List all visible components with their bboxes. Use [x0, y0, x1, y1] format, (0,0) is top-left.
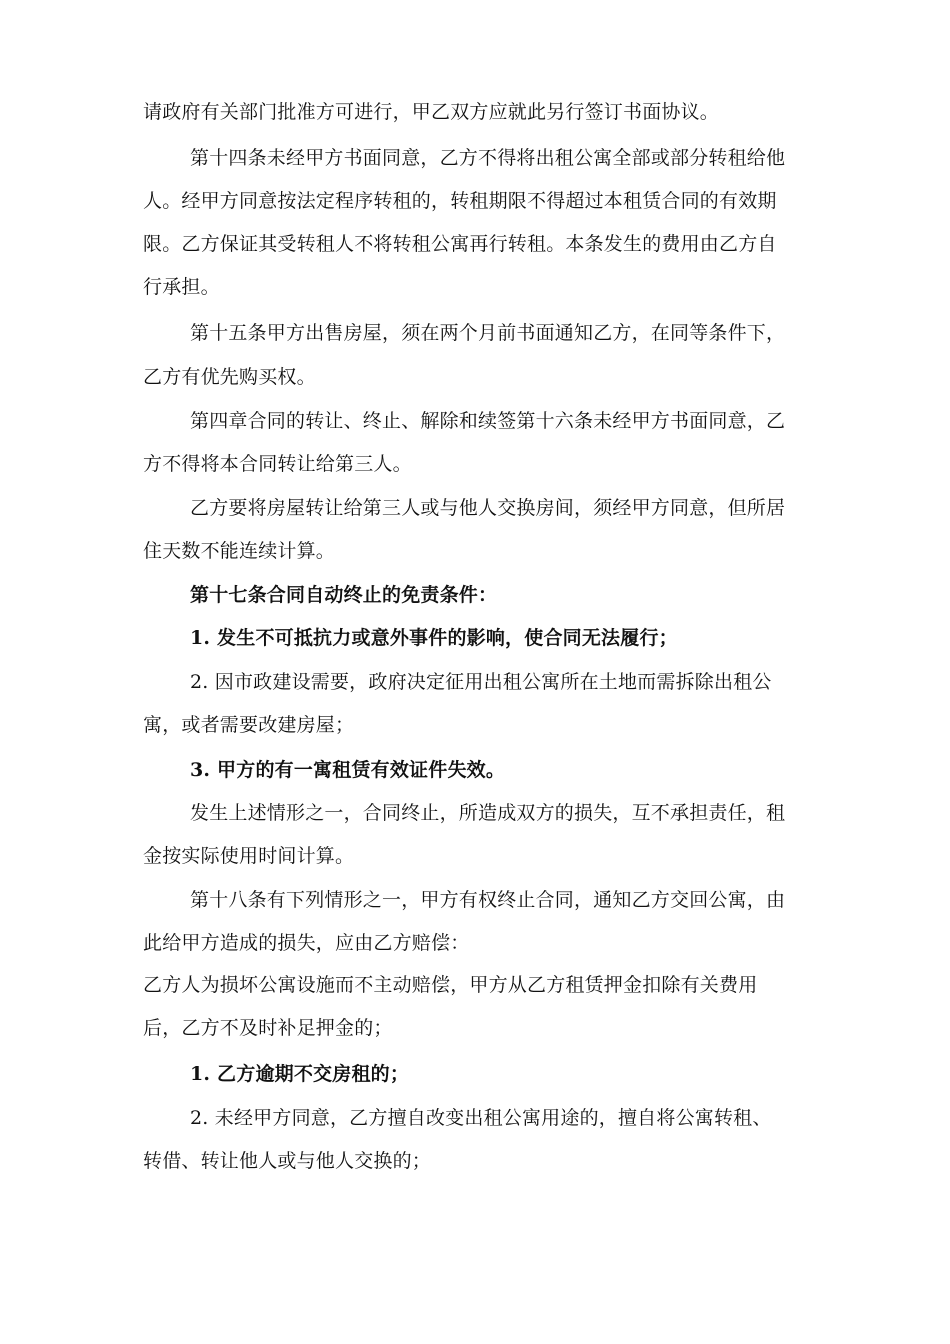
chapter-4-line: 第四章合同的转让、终止、解除和续签第十六条未经甲方书面同意，乙 — [190, 410, 786, 432]
list-item-3: 3. 甲方的有一寓租赁有效证件失效。 — [190, 759, 506, 781]
article-14-line: 第十四条未经甲方书面同意，乙方不得将出租公寓全部或部分转租给他 — [190, 147, 786, 169]
text-line: 限。乙方保证其受转租人不将转租公寓再行转租。本条发生的费用由乙方自 — [143, 233, 777, 255]
list-item-2: 2. 因市政建设需要，政府决定征用出租公寓所在土地而需拆除出租公 — [190, 671, 772, 693]
text-line: 行承担。 — [143, 276, 220, 298]
text-line: 住天数不能连续计算。 — [143, 540, 336, 562]
text-line: 请政府有关部门批准方可进行，甲乙双方应就此另行签订书面协议。 — [143, 101, 720, 123]
text-line: 转借、转让他人或与他人交换的； — [143, 1150, 432, 1172]
text-line: 乙方人为损坏公寓设施而不主动赔偿，甲方从乙方租赁押金扣除有关费用 — [143, 974, 758, 996]
list-item-1: 1. 发生不可抵抗力或意外事件的影响，使合同无法履行； — [190, 627, 678, 649]
article-18-line: 第十八条有下列情形之一，甲方有权终止合同，通知乙方交回公寓，由 — [190, 889, 786, 911]
text-line: 寓，或者需要改建房屋； — [143, 714, 355, 736]
paragraph-line: 乙方要将房屋转让给第三人或与他人交换房间，须经甲方同意，但所居 — [190, 497, 786, 519]
text-line: 乙方有优先购买权。 — [143, 366, 316, 388]
list-item-2: 2. 未经甲方同意，乙方擅自改变出租公寓用途的，擅自将公寓转租、 — [190, 1107, 772, 1129]
text-line: 金按实际使用时间计算。 — [143, 845, 355, 867]
paragraph-line: 发生上述情形之一，合同终止，所造成双方的损失，互不承担责任，租 — [190, 802, 786, 824]
article-15-line: 第十五条甲方出售房屋，须在两个月前书面通知乙方，在同等条件下， — [190, 322, 786, 344]
text-line: 后，乙方不及时补足押金的； — [143, 1017, 393, 1039]
text-line: 方不得将本合同转让给第三人。 — [143, 453, 412, 475]
article-17-heading: 第十七条合同自动终止的免责条件： — [190, 584, 498, 606]
list-item-1: 1. 乙方逾期不交房租的； — [190, 1063, 410, 1085]
text-line: 此给甲方造成的损失，应由乙方赔偿： — [143, 932, 470, 954]
text-line: 人。经甲方同意按法定程序转租的，转租期限不得超过本租赁合同的有效期 — [143, 190, 777, 212]
